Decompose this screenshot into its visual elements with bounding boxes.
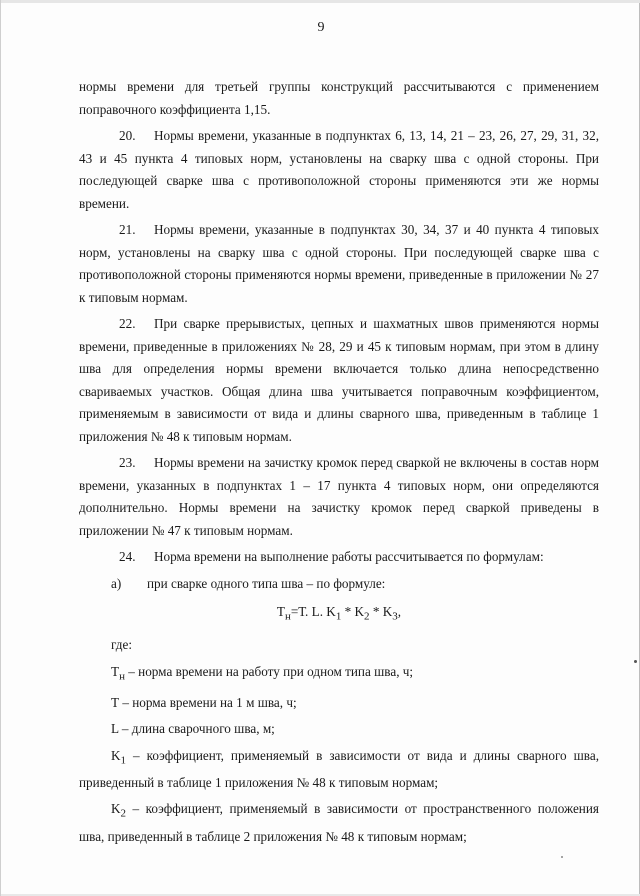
definition-tn: $Т_н$ – норма времени на работу при одном типа шва, ч; xyxy=(111,663,414,683)
paragraph-21 xyxy=(79,219,599,309)
paragraph-intro: нормы времени для третьей группы конструкций рассчитываются с применением поправочного коэффициента 1,15. xyxy=(79,79,599,117)
paragraph-20-text: Нормы времени, указанные в подпунктах 6, 13, 14, 21 – 23, 26, 27, 29, 31, 32, 43 и 45 пункта 4 типовых норм, установлены на сварку шва с одной стороны. При последующей сварке шва с противоположной стороны применяются эти же нормы времени. xyxy=(79,128,599,211)
scan-edge-top xyxy=(1,0,640,3)
paragraph-number-24: 24. xyxy=(119,549,136,564)
page-number: 9 xyxy=(317,20,325,35)
paragraph-22 xyxy=(79,313,599,448)
list-item-a-letter: а) xyxy=(111,575,122,591)
paragraph-number-20: 20. xyxy=(119,128,136,143)
definition-k2: $K_2$ – коэффициент, применяемый в зависимости от пространственного положения шва, приведенный в таблице 2 приложения № 48 к типовым нормам; xyxy=(79,801,599,844)
paragraph-24 xyxy=(79,546,599,569)
paragraph-23-text: Нормы времени на зачистку кромок перед сваркой не включены в состав норм времени, указанных в подпунктах 1 – 17 пункта 4 типовых норм, они определяются дополнительно. Нормы времени на зачистку кромок перед сваркой приведены в приложении № 47 к типовым нормам. xyxy=(79,455,599,538)
list-item-a xyxy=(79,573,599,596)
list-item-a-text: при сварке одного типа шва – по формуле: xyxy=(147,575,386,591)
paragraph-20 xyxy=(79,125,599,215)
definition-t: Т – норма времени на 1 м шва, ч; xyxy=(111,694,297,710)
paragraph-number-21: 21. xyxy=(119,222,136,237)
where-label: где: xyxy=(111,637,132,653)
time-norm-formula: $Т_н=Т$. L. $K_1 * K_2 * K_3$, xyxy=(276,604,402,623)
paragraph-24-text: Норма времени на выполнение работы рассчитывается по формулам: xyxy=(154,549,544,564)
paragraph-number-23: 23. xyxy=(119,455,136,470)
definition-k1: $K_1$ – коэффициент, применяемый в зависимости от вида и длины сварного шва, приведенный в таблице 1 приложения № 48 к типовым нормам; xyxy=(79,747,599,790)
definition-l: L – длина сварочного шва, м; xyxy=(111,721,275,737)
paragraph-23 xyxy=(79,452,599,542)
scan-speck xyxy=(561,856,563,858)
paragraph-22-text: При сварке прерывистых, цепных и шахматных швов применяются нормы времени, приведенные в приложениях № 28, 29 и 45 к типовым нормам, при этом в длину шва для определения нормы времени включается только длина непосредственно свариваемых участков. Общая длина шва учитывается поправочным коэффициентом, применяемым в зависимости от вида и длины сварного шва, приведенным в таблице 1 приложения № 48 к типовым нормам. xyxy=(79,316,599,444)
paragraph-number-22: 22. xyxy=(119,316,136,331)
document-body xyxy=(79,76,599,848)
paragraph-21-text: Нормы времени, указанные в подпунктах 30, 34, 37 и 40 пункта 4 типовых норм, установлены на сварку шва с одной стороны. При последующей сварке шва с противоположной стороны применяются нормы времени, приведенные в приложении № 27 к типовым нормам. xyxy=(79,222,599,305)
scan-speck xyxy=(634,660,637,663)
